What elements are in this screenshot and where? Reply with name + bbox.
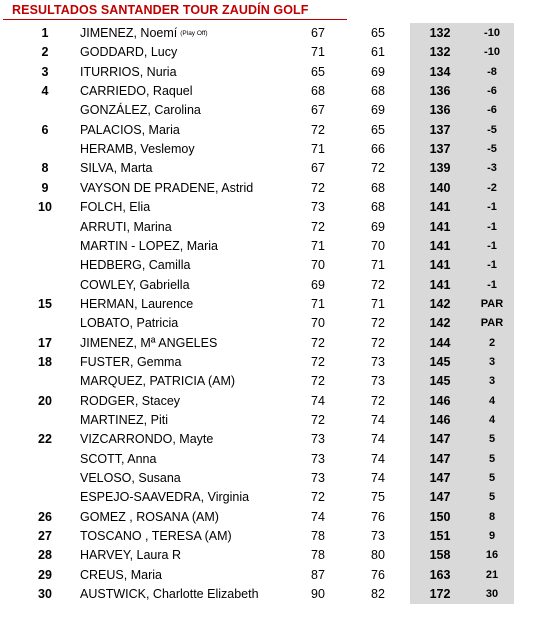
player-name-cell: [80, 63, 177, 82]
to-par-cell: -1: [487, 278, 497, 291]
round1-score-cell: 67: [311, 26, 325, 40]
table-row: [0, 411, 536, 430]
table-row: [0, 63, 536, 82]
position-cell: 17: [38, 335, 52, 350]
table-row: [0, 527, 536, 546]
round2-score-cell: 72: [371, 161, 385, 176]
to-par-cell: -10: [484, 27, 500, 39]
to-par-cell: -6: [487, 85, 497, 98]
to-par-cell: -6: [487, 104, 497, 117]
total-score-cell: 141: [429, 277, 451, 292]
player-name-cell: [80, 295, 193, 314]
round1-score-cell: 87: [311, 567, 325, 582]
player-name-cell: [80, 276, 190, 295]
player-name: FOLCH, Elia: [80, 200, 151, 215]
round2-score-cell: 72: [371, 335, 385, 350]
player-name-cell: [80, 179, 253, 198]
table-row: [0, 353, 536, 372]
position-cell: 26: [38, 509, 52, 524]
to-par-cell: -1: [487, 259, 497, 272]
to-par-cell: -1: [487, 201, 497, 214]
player-name: HARVEY, Laura R: [80, 548, 181, 563]
table-row: [0, 566, 536, 585]
to-par-cell: -8: [487, 65, 497, 78]
table-row: [0, 585, 536, 604]
table-row: [0, 43, 536, 62]
table-row: [0, 295, 536, 314]
position-cell: 20: [38, 393, 52, 408]
player-name: MARQUEZ, PATRICIA (AM): [80, 374, 236, 389]
to-par-cell: 5: [488, 491, 496, 504]
player-name-cell: [80, 121, 180, 140]
round1-score-cell: 78: [311, 548, 325, 563]
player-name-cell: [80, 450, 156, 469]
player-name-cell: [80, 159, 152, 178]
player-name-cell: [80, 527, 232, 546]
round1-score-cell: 65: [311, 64, 325, 79]
total-score-cell: 147: [429, 451, 451, 466]
total-score-cell: 158: [429, 548, 451, 563]
round2-score-cell: 72: [371, 393, 385, 408]
round1-score-cell: 90: [311, 587, 325, 602]
round2-score-cell: 76: [371, 509, 385, 524]
position-cell: 29: [38, 567, 52, 582]
player-name: FUSTER, Gemma: [80, 354, 182, 369]
position-cell: 3: [41, 64, 49, 79]
round2-score-cell: 71: [371, 258, 385, 273]
round2-score-cell: 70: [371, 238, 385, 253]
player-name: MARTIN - LOPEZ, Maria: [80, 238, 218, 253]
to-par-cell: -3: [487, 162, 497, 175]
table-row: [0, 372, 536, 391]
round2-score-cell: 72: [371, 316, 385, 331]
player-name-cell: [80, 314, 178, 333]
total-score-cell: 140: [429, 180, 451, 195]
round2-score-cell: 66: [371, 142, 385, 157]
position-cell: 9: [41, 180, 49, 195]
round1-score-cell: 73: [311, 200, 325, 215]
total-score-cell: 136: [429, 84, 451, 99]
table-row: [0, 314, 536, 333]
round2-score-cell: 74: [371, 451, 385, 466]
to-par-cell: 9: [488, 530, 496, 543]
table-row: [0, 256, 536, 275]
player-name: GONZÁLEZ, Carolina: [80, 103, 201, 118]
player-name: HERMAN, Laurence: [80, 296, 194, 311]
player-name-cell: [80, 353, 181, 372]
to-par-cell: -5: [487, 143, 497, 156]
to-par-cell: 3: [488, 375, 496, 388]
to-par-cell: 30: [485, 588, 499, 601]
round1-score-cell: 72: [311, 335, 325, 350]
round1-score-cell: 72: [311, 374, 325, 389]
table-row: [0, 430, 536, 449]
total-score-cell: 132: [429, 45, 451, 60]
player-name: COWLEY, Gabriella: [80, 277, 190, 292]
table-row: [0, 508, 536, 527]
round1-score-cell: 71: [311, 142, 325, 157]
to-par-cell: 2: [488, 336, 496, 349]
player-name: JIMENEZ, Noemí: [80, 26, 178, 40]
round1-score-cell: 70: [311, 316, 325, 331]
round2-score-cell: 68: [371, 200, 385, 215]
player-name: VAYSON DE PRADENE, Astrid: [80, 180, 254, 195]
player-name: GOMEZ , ROSANA (AM): [80, 509, 219, 524]
round2-score-cell: 74: [371, 471, 385, 486]
player-name-cell: [80, 411, 168, 430]
round2-score-cell: 74: [371, 432, 385, 447]
table-row: [0, 392, 536, 411]
to-par-cell: 5: [488, 452, 496, 465]
table-row: [0, 218, 536, 237]
total-score-cell: 137: [429, 122, 451, 137]
player-name: ESPEJO-SAAVEDRA, Virginia: [80, 490, 250, 505]
player-name: VELOSO, Susana: [80, 471, 181, 486]
round2-score-cell: 73: [371, 529, 385, 544]
table-row: [0, 101, 536, 120]
player-name: ARRUTI, Marina: [80, 219, 172, 234]
player-name-cell: [80, 237, 218, 256]
round1-score-cell: 72: [311, 180, 325, 195]
round1-score-cell: 72: [311, 122, 325, 137]
round1-score-cell: 74: [311, 393, 325, 408]
round1-score-cell: 72: [311, 490, 325, 505]
position-cell: 15: [38, 296, 52, 311]
round1-score-cell: 71: [311, 45, 325, 60]
table-row: [0, 198, 536, 217]
round1-score-cell: 70: [311, 258, 325, 273]
total-score-cell: 147: [429, 471, 451, 486]
total-score-cell: 147: [429, 490, 451, 505]
round1-score-cell: 73: [311, 471, 325, 486]
round2-score-cell: 69: [371, 64, 385, 79]
table-row: [0, 469, 536, 488]
round1-score-cell: 73: [311, 451, 325, 466]
player-name-cell: [80, 546, 181, 565]
to-par-cell: 4: [488, 414, 496, 426]
round1-score-cell: 72: [311, 354, 325, 369]
player-name-cell: [80, 392, 180, 411]
player-name-cell: [80, 372, 235, 391]
position-cell: 28: [38, 548, 52, 563]
player-name-cell: [80, 334, 217, 353]
total-score-cell: 132: [429, 26, 451, 40]
position-cell: 18: [38, 354, 52, 369]
total-score-cell: 146: [429, 413, 451, 427]
player-name: CREUS, Maria: [80, 567, 162, 582]
to-par-cell: -1: [487, 220, 497, 233]
total-score-cell: 142: [429, 296, 451, 311]
player-name: JIMENEZ, Mª ANGELES: [80, 335, 218, 350]
total-score-cell: 142: [429, 316, 451, 331]
page-title: RESULTADOS SANTANDER TOUR ZAUDÍN GOLF: [12, 3, 309, 17]
round2-score-cell: 76: [371, 567, 385, 582]
round1-score-cell: 71: [311, 238, 325, 253]
table-row: [0, 159, 536, 178]
player-name: TOSCANO , TERESA (AM): [80, 529, 232, 544]
player-name-cell: [80, 585, 259, 604]
player-name-cell: [80, 218, 172, 237]
table-row: [0, 488, 536, 507]
total-score-cell: 134: [429, 64, 451, 79]
round1-score-cell: 71: [311, 296, 325, 311]
round2-score-cell: 73: [371, 354, 385, 369]
table-row: [0, 546, 536, 565]
round1-score-cell: 73: [311, 432, 325, 447]
player-name-cell: [80, 43, 177, 62]
round1-score-cell: 74: [311, 509, 325, 524]
position-cell: 10: [38, 200, 52, 215]
position-cell: 30: [38, 587, 52, 602]
table-row: [0, 450, 536, 469]
to-par-cell: -5: [487, 123, 497, 136]
position-cell: 27: [38, 529, 52, 544]
table-row: [0, 121, 536, 140]
total-score-cell: 163: [429, 567, 451, 582]
player-name-cell: [80, 508, 219, 527]
round2-score-cell: 73: [371, 374, 385, 389]
to-par-cell: 3: [488, 355, 496, 368]
player-name: HEDBERG, Camilla: [80, 258, 191, 273]
player-name: ITURRIOS, Nuria: [80, 64, 177, 79]
round2-score-cell: 69: [371, 219, 385, 234]
player-name-cell: [80, 488, 249, 507]
player-name-cell: [80, 256, 190, 275]
round1-score-cell: 69: [311, 277, 325, 292]
player-name: PALACIOS, Maria: [80, 122, 180, 137]
round2-score-cell: 72: [371, 277, 385, 292]
round2-score-cell: 69: [371, 103, 385, 118]
to-par-cell: 5: [488, 472, 496, 485]
to-par-cell: -1: [487, 239, 497, 252]
player-note: (Play Off): [180, 30, 208, 38]
to-par-cell: 8: [488, 510, 496, 523]
round2-score-cell: 65: [371, 122, 385, 137]
position-cell: 8: [41, 161, 49, 176]
table-row: [0, 82, 536, 101]
player-name-cell: [80, 24, 208, 43]
round1-score-cell: 78: [311, 529, 325, 544]
round2-score-cell: 82: [371, 587, 385, 602]
total-score-cell: 172: [429, 587, 451, 602]
player-name: SILVA, Marta: [80, 161, 153, 176]
player-name-cell: [80, 198, 150, 217]
player-name: MARTINEZ, Piti: [80, 413, 168, 427]
total-score-cell: 144: [429, 335, 451, 350]
player-name-cell: [80, 469, 181, 488]
round2-score-cell: 80: [371, 548, 385, 563]
player-name: AUSTWICK, Charlotte Elizabeth: [80, 587, 259, 602]
player-name: LOBATO, Patricia: [80, 316, 179, 331]
to-par-cell: 4: [488, 394, 496, 407]
total-score-cell: 141: [429, 258, 451, 273]
player-name-cell: [80, 566, 162, 585]
total-score-cell: 136: [429, 103, 451, 118]
total-score-cell: 151: [429, 529, 451, 544]
position-cell: 6: [41, 122, 49, 137]
round1-score-cell: 72: [311, 413, 325, 427]
table-row: [0, 24, 536, 43]
round2-score-cell: 75: [371, 490, 385, 505]
total-score-cell: 147: [429, 432, 451, 447]
table-row: [0, 140, 536, 159]
title-underline: [3, 19, 347, 20]
to-par-cell: -10: [484, 46, 500, 59]
position-cell: 4: [41, 84, 49, 99]
round1-score-cell: 72: [311, 219, 325, 234]
player-name-cell: [80, 430, 213, 449]
table-row: [0, 334, 536, 353]
total-score-cell: 141: [429, 219, 451, 234]
to-par-cell: PAR: [480, 297, 504, 310]
total-score-cell: 137: [429, 142, 451, 157]
to-par-cell: 21: [485, 568, 499, 581]
to-par-cell: 16: [485, 549, 499, 562]
player-name-cell: [80, 101, 201, 120]
round1-score-cell: 68: [311, 84, 325, 99]
total-score-cell: 150: [429, 509, 451, 524]
total-score-cell: 146: [429, 393, 451, 408]
to-par-cell: -2: [487, 181, 497, 194]
player-name: GODDARD, Lucy: [80, 45, 178, 60]
round2-score-cell: 68: [371, 180, 385, 195]
table-row: [0, 237, 536, 256]
round2-score-cell: 68: [371, 84, 385, 99]
position-cell: 2: [41, 45, 49, 60]
player-name-cell: [80, 140, 195, 159]
to-par-cell: PAR: [480, 317, 504, 330]
player-name-cell: [80, 82, 193, 101]
table-row: [0, 179, 536, 198]
position-cell: 22: [38, 432, 52, 447]
round1-score-cell: 67: [311, 161, 325, 176]
total-score-cell: 145: [429, 374, 451, 389]
total-score-cell: 141: [429, 200, 451, 215]
player-name: SCOTT, Anna: [80, 451, 157, 466]
to-par-cell: 5: [488, 433, 496, 446]
round1-score-cell: 67: [311, 103, 325, 118]
player-name: CARRIEDO, Raquel: [80, 84, 193, 99]
table-row: [0, 276, 536, 295]
total-score-cell: 139: [429, 161, 451, 176]
round2-score-cell: 65: [371, 26, 385, 40]
position-cell: 1: [41, 26, 49, 40]
player-name: RODGER, Stacey: [80, 393, 181, 408]
round2-score-cell: 71: [371, 296, 385, 311]
player-name: HERAMB, Veslemoy: [80, 142, 195, 157]
round2-score-cell: 61: [371, 45, 385, 60]
round2-score-cell: 74: [371, 413, 385, 427]
total-score-cell: 141: [429, 238, 451, 253]
player-name: VIZCARRONDO, Mayte: [80, 432, 214, 447]
total-score-cell: 145: [429, 354, 451, 369]
